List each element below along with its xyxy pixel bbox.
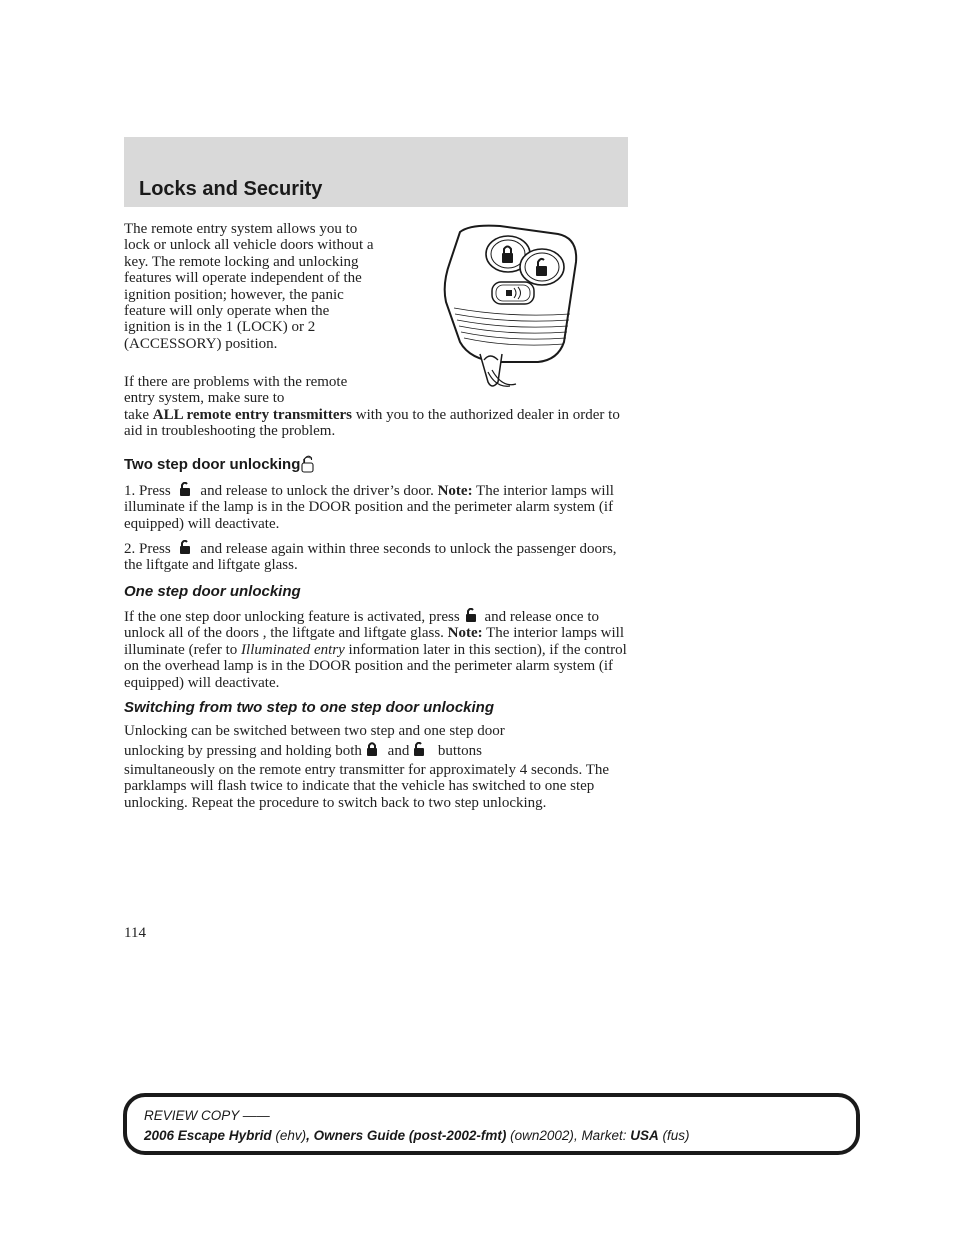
footer-guide-code: (own2002) — [506, 1128, 574, 1143]
one-step-text-mid: and release once to unlock all of the doors , the liftgate and liftgate glass. — [124, 609, 600, 642]
document-identifier — [144, 1128, 689, 1143]
step-1-note-text: The interior lamps will illuminate if the lamp is in the DOOR position and the perimeter alarm system (if equipped) will deactivate. — [124, 483, 614, 532]
footer-model-code: (ehv) — [271, 1128, 307, 1143]
section-header — [124, 137, 628, 207]
two-step-heading-text: Two step door unlocking — [124, 456, 301, 473]
switching-text: unlocking by pressing and holding both — [124, 743, 362, 759]
footer-model: 2006 Escape Hybrid — [144, 1128, 272, 1143]
lock-icon — [366, 742, 378, 757]
unlock-icon — [465, 608, 478, 623]
step-2-text: and release again within three seconds to unlock the passenger doors, the liftgate and liftgate glass. — [124, 541, 617, 574]
page-number: 114 — [124, 925, 146, 941]
footer-market: USA — [630, 1128, 659, 1143]
step-1-label: 1. Press — [124, 483, 171, 499]
switching-buttons: buttons — [434, 743, 483, 759]
two-step-heading — [124, 455, 316, 473]
footer-separator: , — [306, 1128, 314, 1143]
one-step-paragraph — [124, 608, 628, 691]
one-step-heading: One step door unlocking — [124, 583, 301, 600]
problems-paragraph-end — [124, 407, 634, 440]
problems-text: take — [124, 407, 153, 423]
one-step-note-label: Note: — [447, 625, 483, 642]
switching-and: and — [383, 743, 414, 759]
switching-rest: simultaneously on the remote entry transmitter for approximately 4 seconds. The parklamps will flash twice to indicate that the vehicle has switched to one step unlocking. Repeat the procedure to switch back to two step unlocking. — [124, 762, 610, 811]
step-1-text: and release to unlock the driver’s door. — [196, 483, 438, 499]
step-1-note-label: Note: — [437, 483, 473, 499]
two-step-step-1 — [124, 482, 628, 532]
intro-paragraph: The remote entry system allows you to lock or unlock all vehicle doors without a key. The remote locking and unlocking features will operate independent of the ignition position; however, the panic feature will only operate when the ignition is in the 1 (LOCK) or 2 (ACCESSORY) position. — [124, 221, 374, 352]
switching-line-2 — [124, 742, 628, 759]
two-step-step-2 — [124, 540, 628, 574]
unlock-icon — [413, 742, 426, 757]
unlock-icon — [179, 540, 192, 555]
footer-market-label: , Market: — [573, 1128, 631, 1143]
switching-line-1: Unlocking can be switched between two step and one step door — [124, 723, 505, 739]
unlock-icon — [300, 455, 316, 473]
problems-paragraph-start: If there are problems with the remote entry system, make sure to — [124, 374, 348, 407]
step-2-label: 2. Press — [124, 541, 171, 557]
key-fob-image — [440, 222, 590, 392]
review-copy-label: REVIEW COPY —— — [144, 1108, 270, 1123]
switching-heading: Switching from two step to one step door unlocking — [124, 699, 494, 716]
illuminated-entry-reference: Illuminated entry — [241, 641, 345, 658]
review-copy-footer — [123, 1093, 860, 1155]
footer-market-code: (fus) — [658, 1128, 690, 1143]
problems-text-end: with you to the authorized dealer in order to aid in troubleshooting the problem. — [124, 407, 620, 440]
unlock-icon — [179, 482, 192, 497]
one-step-note-text-end: information later in this section), if the control on the overhead lamp is in the DOOR position and the perimeter alarm system (if equipped) will deactivate. — [124, 641, 627, 691]
footer-guide: Owners Guide (post-2002-fmt) — [313, 1128, 507, 1143]
one-step-note-text: The interior lamps will illuminate (refer to — [124, 625, 625, 658]
one-step-text: If the one step door unlocking feature is activated, press — [124, 609, 460, 625]
section-title: Locks and Security — [139, 178, 323, 200]
problems-bold-text: ALL remote entry transmitters — [152, 407, 352, 423]
